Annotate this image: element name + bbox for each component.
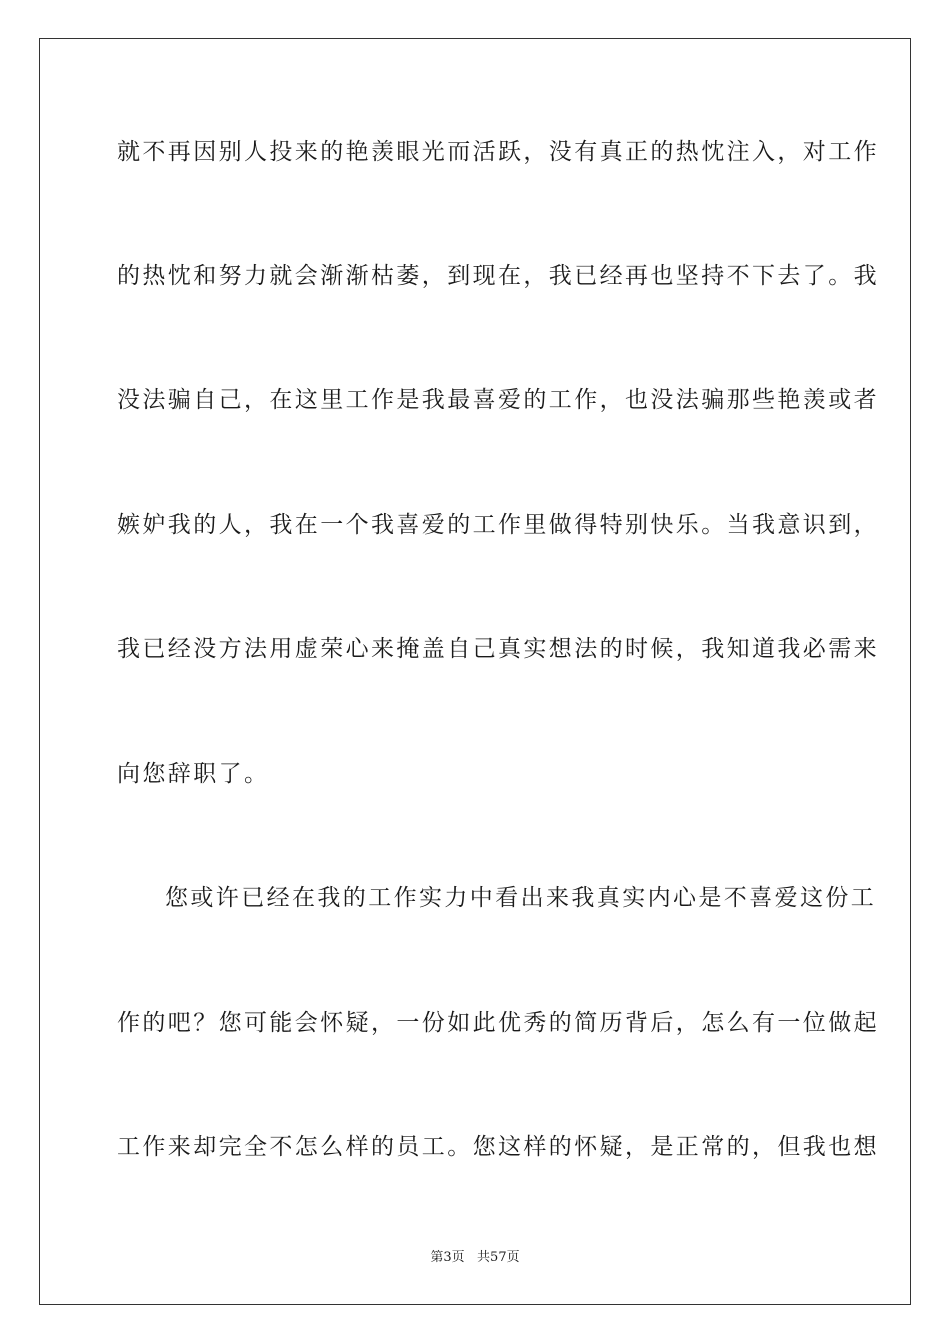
page-border bbox=[39, 38, 911, 1305]
page-number-footer: 第3页 共57页 bbox=[430, 1250, 520, 1265]
body-text-line: 就不再因别人投来的艳羡眼光而活跃，没有真正的热忱注入，对工作 bbox=[117, 139, 879, 165]
body-text-line: 的热忱和努力就会渐渐枯萎，到现在，我已经再也坚持不下去了。我 bbox=[117, 263, 879, 289]
body-text-line: 作的吧？您可能会怀疑，一份如此优秀的简历背后，怎么有一位做起 bbox=[117, 1010, 879, 1036]
body-text-line: 嫉妒我的人，我在一个我喜爱的工作里做得特别快乐。当我意识到， bbox=[117, 512, 879, 538]
body-text-line: 向您辞职了。 bbox=[117, 761, 270, 787]
body-text-line: 工作来却完全不怎么样的员工。您这样的怀疑，是正常的，但我也想 bbox=[117, 1134, 879, 1160]
body-text-line: 没法骗自己，在这里工作是我最喜爱的工作，也没法骗那些艳羡或者 bbox=[117, 387, 879, 413]
body-text-line: 我已经没方法用虚荣心来掩盖自己真实想法的时候，我知道我必需来 bbox=[117, 636, 879, 662]
paragraph-start-line: 您或许已经在我的工作实力中看出来我真实内心是不喜爱这份工 bbox=[165, 885, 877, 911]
